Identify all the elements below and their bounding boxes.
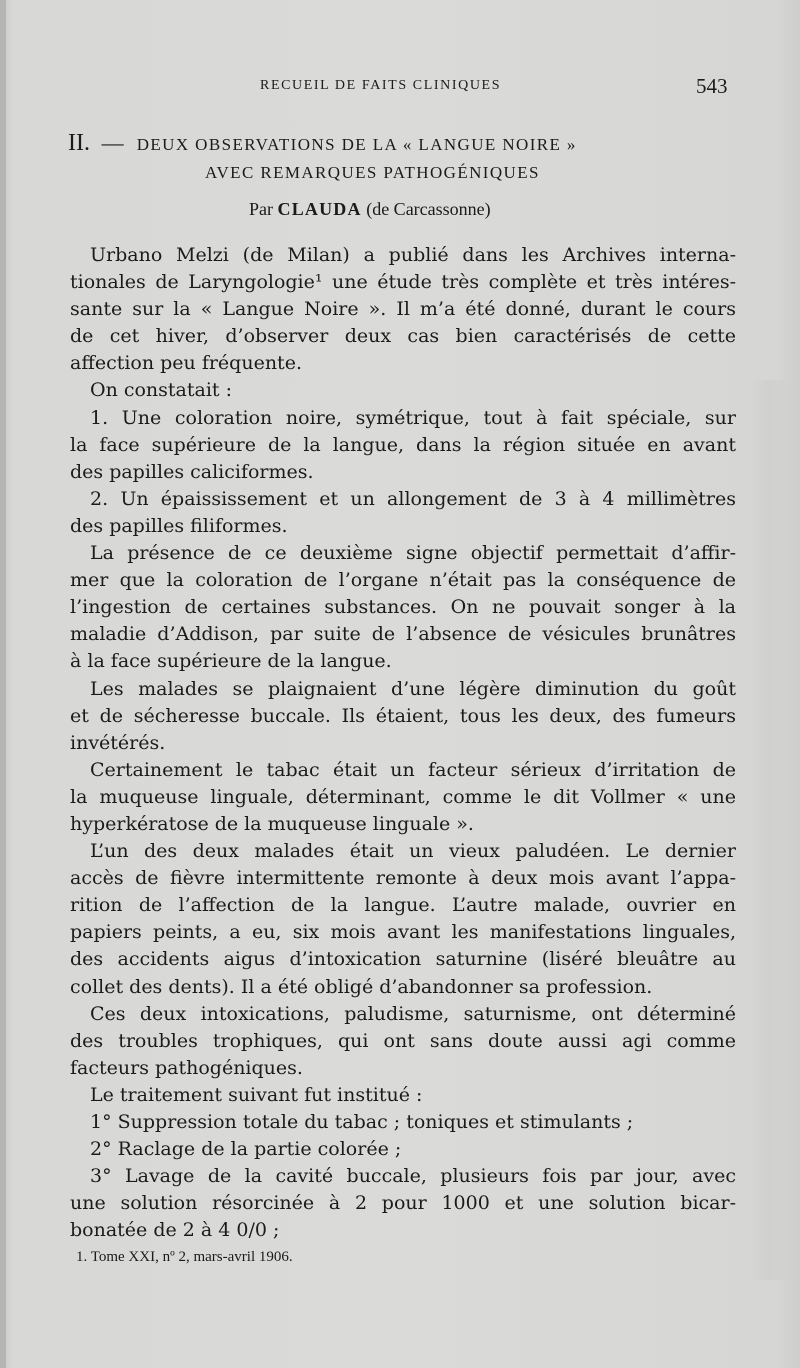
text-line: une solution résorcinée à 2 pour 1000 et une solution bicar- <box>70 1192 736 1215</box>
text-line: accès de fièvre intermittente remonte à deux mois avant l’appa- <box>70 867 736 890</box>
article-subtitle: AVEC REMARQUES PATHOGÉNIQUES <box>205 163 540 182</box>
text-line: collet des dents). Il a été obligé d’abandonner sa profession. <box>70 975 653 998</box>
text-line: l’ingestion de certaines substances. On ne pouvait songer à la <box>70 596 736 619</box>
article-title <box>68 130 748 157</box>
text-line: la muqueuse linguale, déterminant, comme le dit Vollmer « une <box>70 785 736 808</box>
title-line-1: DEUX OBSERVATIONS DE LA « LANGUE NOIRE » <box>136 135 577 154</box>
text-line: On constatait : <box>90 379 232 402</box>
text-line: Les malades se plaignaient d’une légère diminution du goût <box>90 677 736 700</box>
page-number: 543 <box>696 74 728 98</box>
text-line: mer que la coloration de l’organe n’était pas la conséquence de <box>70 569 736 592</box>
footnote: 1. Tome XXI, nº 2, mars-avril 1906. <box>76 1249 293 1265</box>
text-line: Urbano Melzi (de Milan) a publié dans les Archives interna- <box>90 244 736 266</box>
text-line: 3° Lavage de la cavité buccale, plusieurs fois par jour, avec <box>90 1165 736 1188</box>
text-line: 1. Une coloration noire, symétrique, tout à fait spéciale, sur <box>90 406 736 429</box>
text-line: affection peu fréquente. <box>70 352 302 375</box>
article-number: II. <box>68 130 90 156</box>
text-line: facteurs pathogéniques. <box>70 1056 303 1079</box>
text-line: Ces deux intoxications, paludisme, saturnisme, ont déterminé <box>90 1002 736 1025</box>
page-edge <box>0 0 6 1368</box>
page-shadow <box>750 380 790 1280</box>
text-line: maladie d’Addison, par suite de l’absence de vésicules brunâtres <box>70 623 736 646</box>
text-line: tionales de Laryngologie¹ une étude très complète et très intéres- <box>70 271 736 294</box>
author-affiliation: (de Carcassonne) <box>366 199 491 219</box>
text-line: La présence de ce deuxième signe objectif permettait d’affir- <box>90 542 736 565</box>
running-head: RECUEIL DE FAITS CLINIQUES <box>260 78 502 93</box>
byline <box>249 199 491 220</box>
text-line: à la face supérieure de la langue. <box>70 650 392 673</box>
text-line: de cet hiver, d’observer deux cas bien caractérisés de cette <box>70 325 736 348</box>
text-line: la face supérieure de la langue, dans la région située en avant <box>70 433 736 456</box>
text-line: Le traitement suivant fut institué : <box>90 1083 423 1106</box>
text-line: papiers peints, a eu, six mois avant les manifestations linguales, <box>70 921 736 944</box>
text-line: et de sécheresse buccale. Ils étaient, tous les deux, des fumeurs <box>70 704 736 727</box>
byline-prefix: Par <box>249 199 273 219</box>
text-line: Certainement le tabac était un facteur sérieux d’irritation de <box>90 758 736 781</box>
text-line: 1° Suppression totale du tabac ; toniques et stimulants ; <box>90 1111 634 1133</box>
text-line: sante sur la « Langue Noire ». Il m’a été donné, durant le cours <box>70 298 736 321</box>
text-line: 2. Un épaississement et un allongement de 3 à 4 millimètres <box>90 487 736 510</box>
text-line: des accidents aigus d’intoxication saturnine (liséré bleuâtre au <box>70 948 736 971</box>
title-dash: — <box>101 130 126 155</box>
text-line: rition de l’affection de la langue. L’autre malade, ouvrier en <box>70 894 736 917</box>
text-line: 2° Raclage de la partie colorée ; <box>90 1138 402 1161</box>
text-line: des troubles trophiques, qui ont sans doute aussi agi comme <box>70 1029 736 1052</box>
text-line: des papilles filiformes. <box>70 514 288 537</box>
text-line: bonatée de 2 à 4 0/0 ; <box>70 1219 280 1242</box>
text-line: invétérés. <box>70 731 166 754</box>
author-name: CLAUDA <box>277 199 362 219</box>
text-line: L’un des deux malades était un vieux paludéen. Le dernier <box>90 840 736 863</box>
article-body <box>70 242 736 1244</box>
text-line: hyperkératose de la muqueuse linguale ». <box>70 812 474 835</box>
text-line: des papilles caliciformes. <box>70 460 314 483</box>
